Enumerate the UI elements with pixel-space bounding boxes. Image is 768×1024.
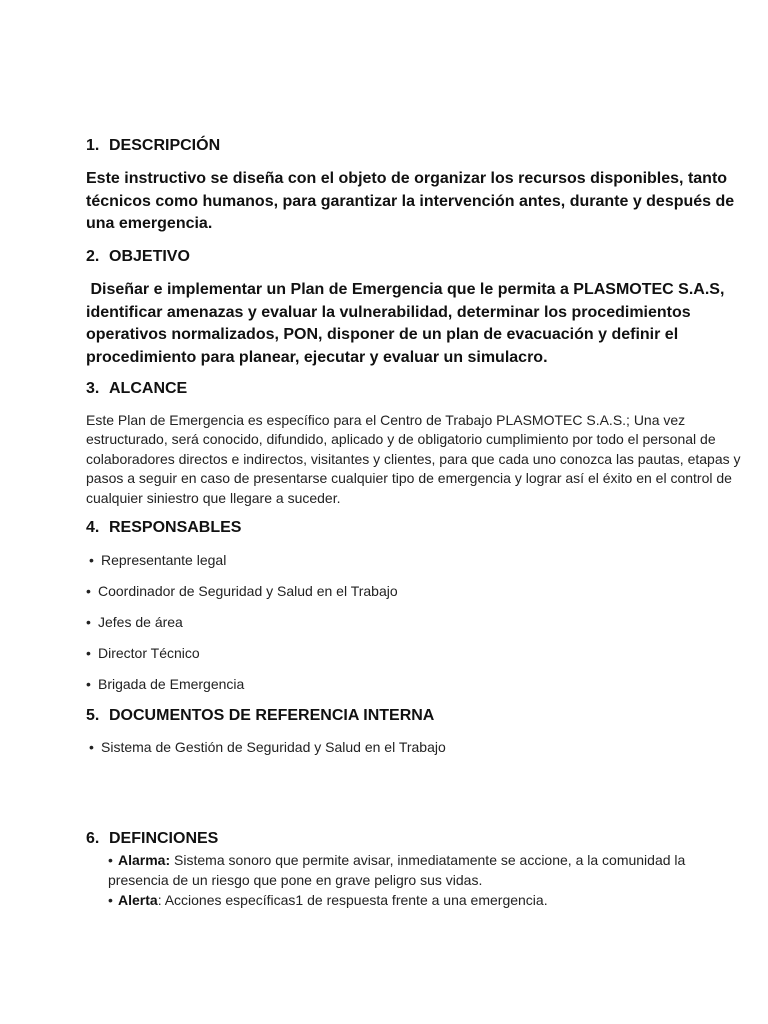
section-heading-responsables — [86, 518, 241, 538]
section-number: 6. — [86, 830, 100, 847]
list-item: • Sistema de Gestión de Seguridad y Salud en el Trabajo — [89, 739, 446, 755]
section-title: DOCUMENTOS DE REFERENCIA INTERNA — [109, 707, 435, 724]
section-heading-documentos — [86, 706, 434, 726]
bullet-icon: • — [108, 852, 113, 868]
bullet-icon: • — [86, 645, 91, 661]
definition-item — [108, 850, 748, 890]
bullet-icon: • — [89, 552, 94, 568]
section-heading-definiciones — [86, 829, 218, 849]
section-text-objetivo: Diseñar e implementar un Plan de Emergencia que le permita a PLASMOTEC S.A.S, identificar amenazas y evaluar la vulnerabilidad, determinar los procedimientos operativos normalizados, PON, disponer de un plan de evacuación y definir el procedimiento para planear, ejecutar y evaluar un simulacro. — [86, 281, 729, 366]
list-item: • Brigada de Emergencia — [86, 676, 245, 692]
list-item: • Jefes de área — [86, 614, 183, 630]
section-number: 4. — [86, 519, 100, 536]
section-heading-descripcion — [86, 136, 220, 156]
section-number: 3. — [86, 380, 100, 397]
definition-text: Sistema sonoro que permite avisar, inmediatamente se accione, a la comunidad la presencia de un riesgo que pone en grave peligro sus vidas. — [108, 852, 686, 888]
section-text-descripcion: Este instructivo se diseña con el objeto de organizar los recursos disponibles, tanto técnicos como humanos, para garantizar la intervención antes, durante y después de una emergencia. — [86, 170, 735, 232]
section-title: ALCANCE — [109, 380, 188, 397]
section-title: DESCRIPCIÓN — [109, 137, 221, 154]
section-text-alcance: Este Plan de Emergencia es específico para el Centro de Trabajo PLASMOTEC S.A.S.; Una vez estructurado, será conocido, difundido, aplicado y de obligatorio cumplimiento por todo el personal de colaboradores directos e indirectos, visitantes y clientes, para que cada uno conozca las pautas, etapas y pasos a seguir en caso de presentarse cualquier tipo de emergencia y lograr así el éxito en el control de cualquier siniestro que llegare a suceder. — [86, 412, 741, 506]
bullet-icon: • — [89, 739, 94, 755]
definition-term: Alerta — [118, 892, 158, 908]
definition-term: Alarma: — [118, 852, 171, 868]
definition-text: : Acciones específicas1 de respuesta frente a una emergencia. — [157, 892, 548, 908]
section-title: RESPONSABLES — [109, 519, 242, 536]
bullet-icon: • — [86, 614, 91, 630]
definition-item — [108, 890, 748, 910]
bullet-icon: • — [86, 676, 91, 692]
section-title: DEFINCIONES — [109, 830, 219, 847]
list-item: • Coordinador de Seguridad y Salud en el Trabajo — [86, 583, 398, 599]
list-item: • Director Técnico — [86, 645, 200, 661]
section-number: 1. — [86, 137, 100, 154]
bullet-icon: • — [108, 892, 113, 908]
list-item: • Representante legal — [89, 552, 227, 568]
bullet-icon: • — [86, 583, 91, 599]
section-title: OBJETIVO — [109, 248, 190, 265]
section-heading-objetivo — [86, 247, 190, 267]
section-number: 5. — [86, 707, 100, 724]
section-number: 2. — [86, 248, 100, 265]
section-heading-alcance — [86, 379, 187, 399]
